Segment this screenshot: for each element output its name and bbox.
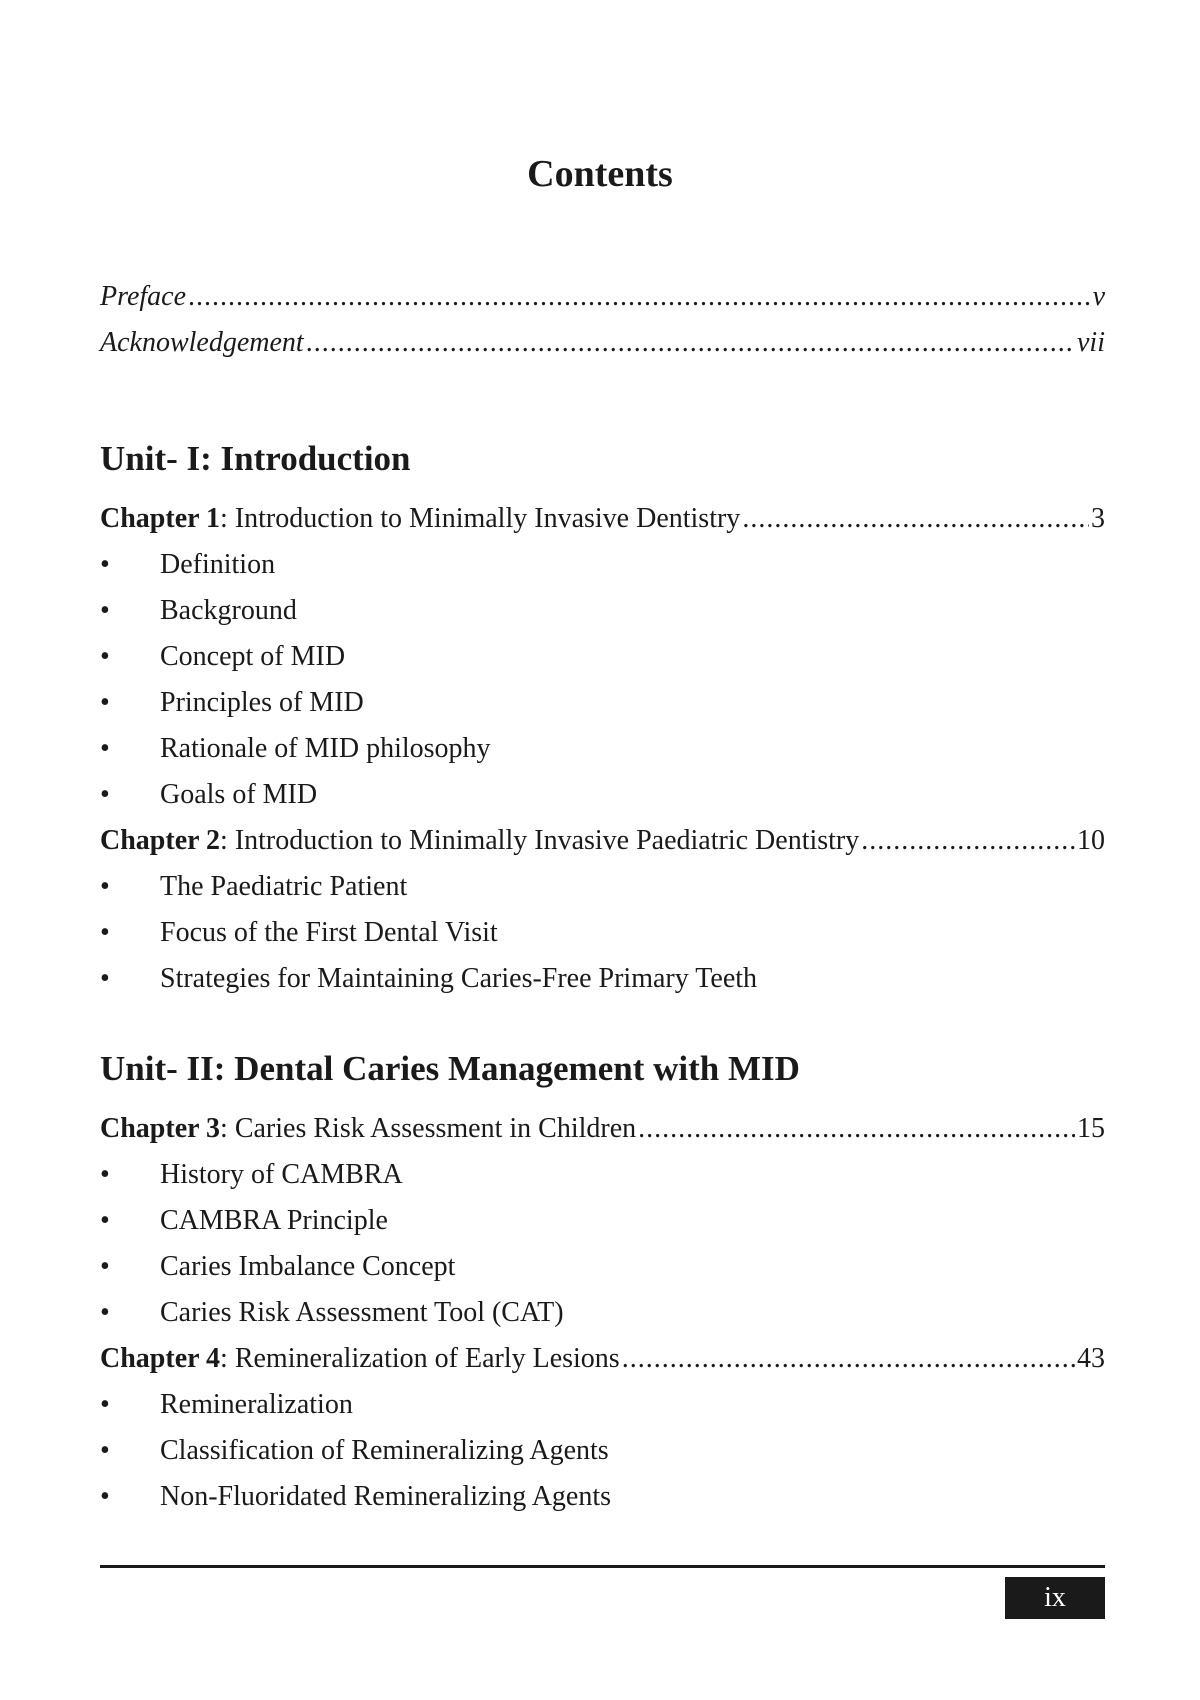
topic-label: History of CAMBRA bbox=[160, 1159, 403, 1190]
topic-item bbox=[100, 1474, 1105, 1520]
bullet-icon: • bbox=[100, 1389, 110, 1420]
topic-label: Goals of MID bbox=[160, 779, 318, 810]
bullet-icon: • bbox=[100, 1159, 110, 1190]
bullet-icon: • bbox=[100, 1297, 110, 1328]
chapter-title: : Introduction to Minimally Invasive Paediatric Dentistry bbox=[220, 825, 860, 856]
footer-rule bbox=[100, 1565, 1105, 1568]
topic-item bbox=[100, 634, 1105, 680]
bullet-icon: • bbox=[100, 963, 110, 994]
topic-item bbox=[100, 1290, 1105, 1336]
bullet-icon: • bbox=[100, 1205, 110, 1236]
toc-page-number: 3 bbox=[1091, 503, 1105, 534]
topic-label: CAMBRA Principle bbox=[160, 1205, 388, 1236]
topic-item bbox=[100, 542, 1105, 588]
topic-label: Caries Imbalance Concept bbox=[160, 1251, 456, 1282]
topic-label: Concept of MID bbox=[160, 641, 346, 672]
toc-entry-preface[interactable] bbox=[100, 274, 1105, 320]
topic-item bbox=[100, 1198, 1105, 1244]
bullet-icon: • bbox=[100, 871, 110, 902]
topic-label: The Paediatric Patient bbox=[160, 871, 408, 902]
bullet-icon: • bbox=[100, 641, 110, 672]
bullet-icon: • bbox=[100, 917, 110, 948]
topic-label: Definition bbox=[160, 549, 276, 580]
topic-item bbox=[100, 956, 1105, 1002]
chapter-number: Chapter 1 bbox=[100, 503, 221, 534]
toc-entry-label: Acknowledgement bbox=[100, 327, 304, 358]
chapter-title: : Remineralization of Early Lesions bbox=[220, 1343, 620, 1374]
toc-page-number: 10 bbox=[1077, 825, 1105, 856]
topic-label: Non-Fluoridated Remineralizing Agents bbox=[160, 1481, 612, 1512]
topic-item bbox=[100, 1382, 1105, 1428]
toc bbox=[100, 274, 1105, 1520]
topic-label: Rationale of MID philosophy bbox=[160, 733, 491, 764]
toc-page-number: vii bbox=[1077, 327, 1105, 358]
topic-item bbox=[100, 680, 1105, 726]
unit-heading: Unit- I: Introduction bbox=[100, 439, 411, 478]
bullet-icon: • bbox=[100, 595, 110, 626]
topic-label: Focus of the First Dental Visit bbox=[160, 917, 498, 948]
bullet-icon: • bbox=[100, 549, 110, 580]
chapter-label bbox=[100, 496, 740, 542]
toc-page-number: 15 bbox=[1077, 1113, 1105, 1144]
toc-entry-acknowledgement[interactable] bbox=[100, 320, 1105, 366]
bullet-icon: • bbox=[100, 1251, 110, 1282]
bullet-icon: • bbox=[100, 687, 110, 718]
dot-leader bbox=[861, 818, 1075, 864]
bullet-icon: • bbox=[100, 1435, 110, 1466]
page-title: Contents bbox=[527, 153, 673, 195]
bullet-icon: • bbox=[100, 733, 110, 764]
topic-item bbox=[100, 1152, 1105, 1198]
dot-leader bbox=[638, 1106, 1075, 1152]
topic-label: Classification of Remineralizing Agents bbox=[160, 1435, 609, 1466]
chapter-title: : Introduction to Minimally Invasive Dentistry bbox=[220, 503, 741, 534]
chapter-entry[interactable] bbox=[100, 1336, 1105, 1382]
topic-label: Principles of MID bbox=[160, 687, 364, 718]
topic-item bbox=[100, 772, 1105, 818]
topic-item bbox=[100, 726, 1105, 772]
page-number-badge: ix bbox=[1005, 1577, 1105, 1619]
topic-item bbox=[100, 910, 1105, 956]
topic-item bbox=[100, 1428, 1105, 1474]
chapter-label bbox=[100, 1106, 636, 1152]
chapter-entry[interactable] bbox=[100, 818, 1105, 864]
dot-leader bbox=[188, 274, 1091, 320]
topic-label: Background bbox=[160, 595, 297, 626]
topic-item bbox=[100, 864, 1105, 910]
chapter-entry[interactable] bbox=[100, 1106, 1105, 1152]
topic-label: Caries Risk Assessment Tool (CAT) bbox=[160, 1297, 564, 1328]
topic-label: Remineralization bbox=[160, 1389, 353, 1420]
chapter-label bbox=[100, 1336, 620, 1382]
chapter-entry[interactable] bbox=[100, 496, 1105, 542]
bullet-icon: • bbox=[100, 779, 110, 810]
chapter-number: Chapter 4 bbox=[100, 1343, 221, 1374]
dot-leader bbox=[306, 320, 1075, 366]
dot-leader bbox=[742, 496, 1089, 542]
topic-item bbox=[100, 588, 1105, 634]
bullet-icon: • bbox=[100, 1481, 110, 1512]
chapter-number: Chapter 3 bbox=[100, 1113, 221, 1144]
toc-page-number: v bbox=[1092, 281, 1105, 312]
chapter-title: : Caries Risk Assessment in Children bbox=[220, 1113, 637, 1144]
topic-item bbox=[100, 1244, 1105, 1290]
dot-leader bbox=[622, 1336, 1075, 1382]
chapter-label bbox=[100, 818, 859, 864]
toc-page-number: 43 bbox=[1077, 1343, 1105, 1374]
topic-label: Strategies for Maintaining Caries-Free Primary Teeth bbox=[160, 963, 758, 994]
unit-heading: Unit- II: Dental Caries Management with MID bbox=[100, 1049, 800, 1088]
chapter-number: Chapter 2 bbox=[100, 825, 221, 856]
toc-entry-label: Preface bbox=[100, 281, 187, 312]
